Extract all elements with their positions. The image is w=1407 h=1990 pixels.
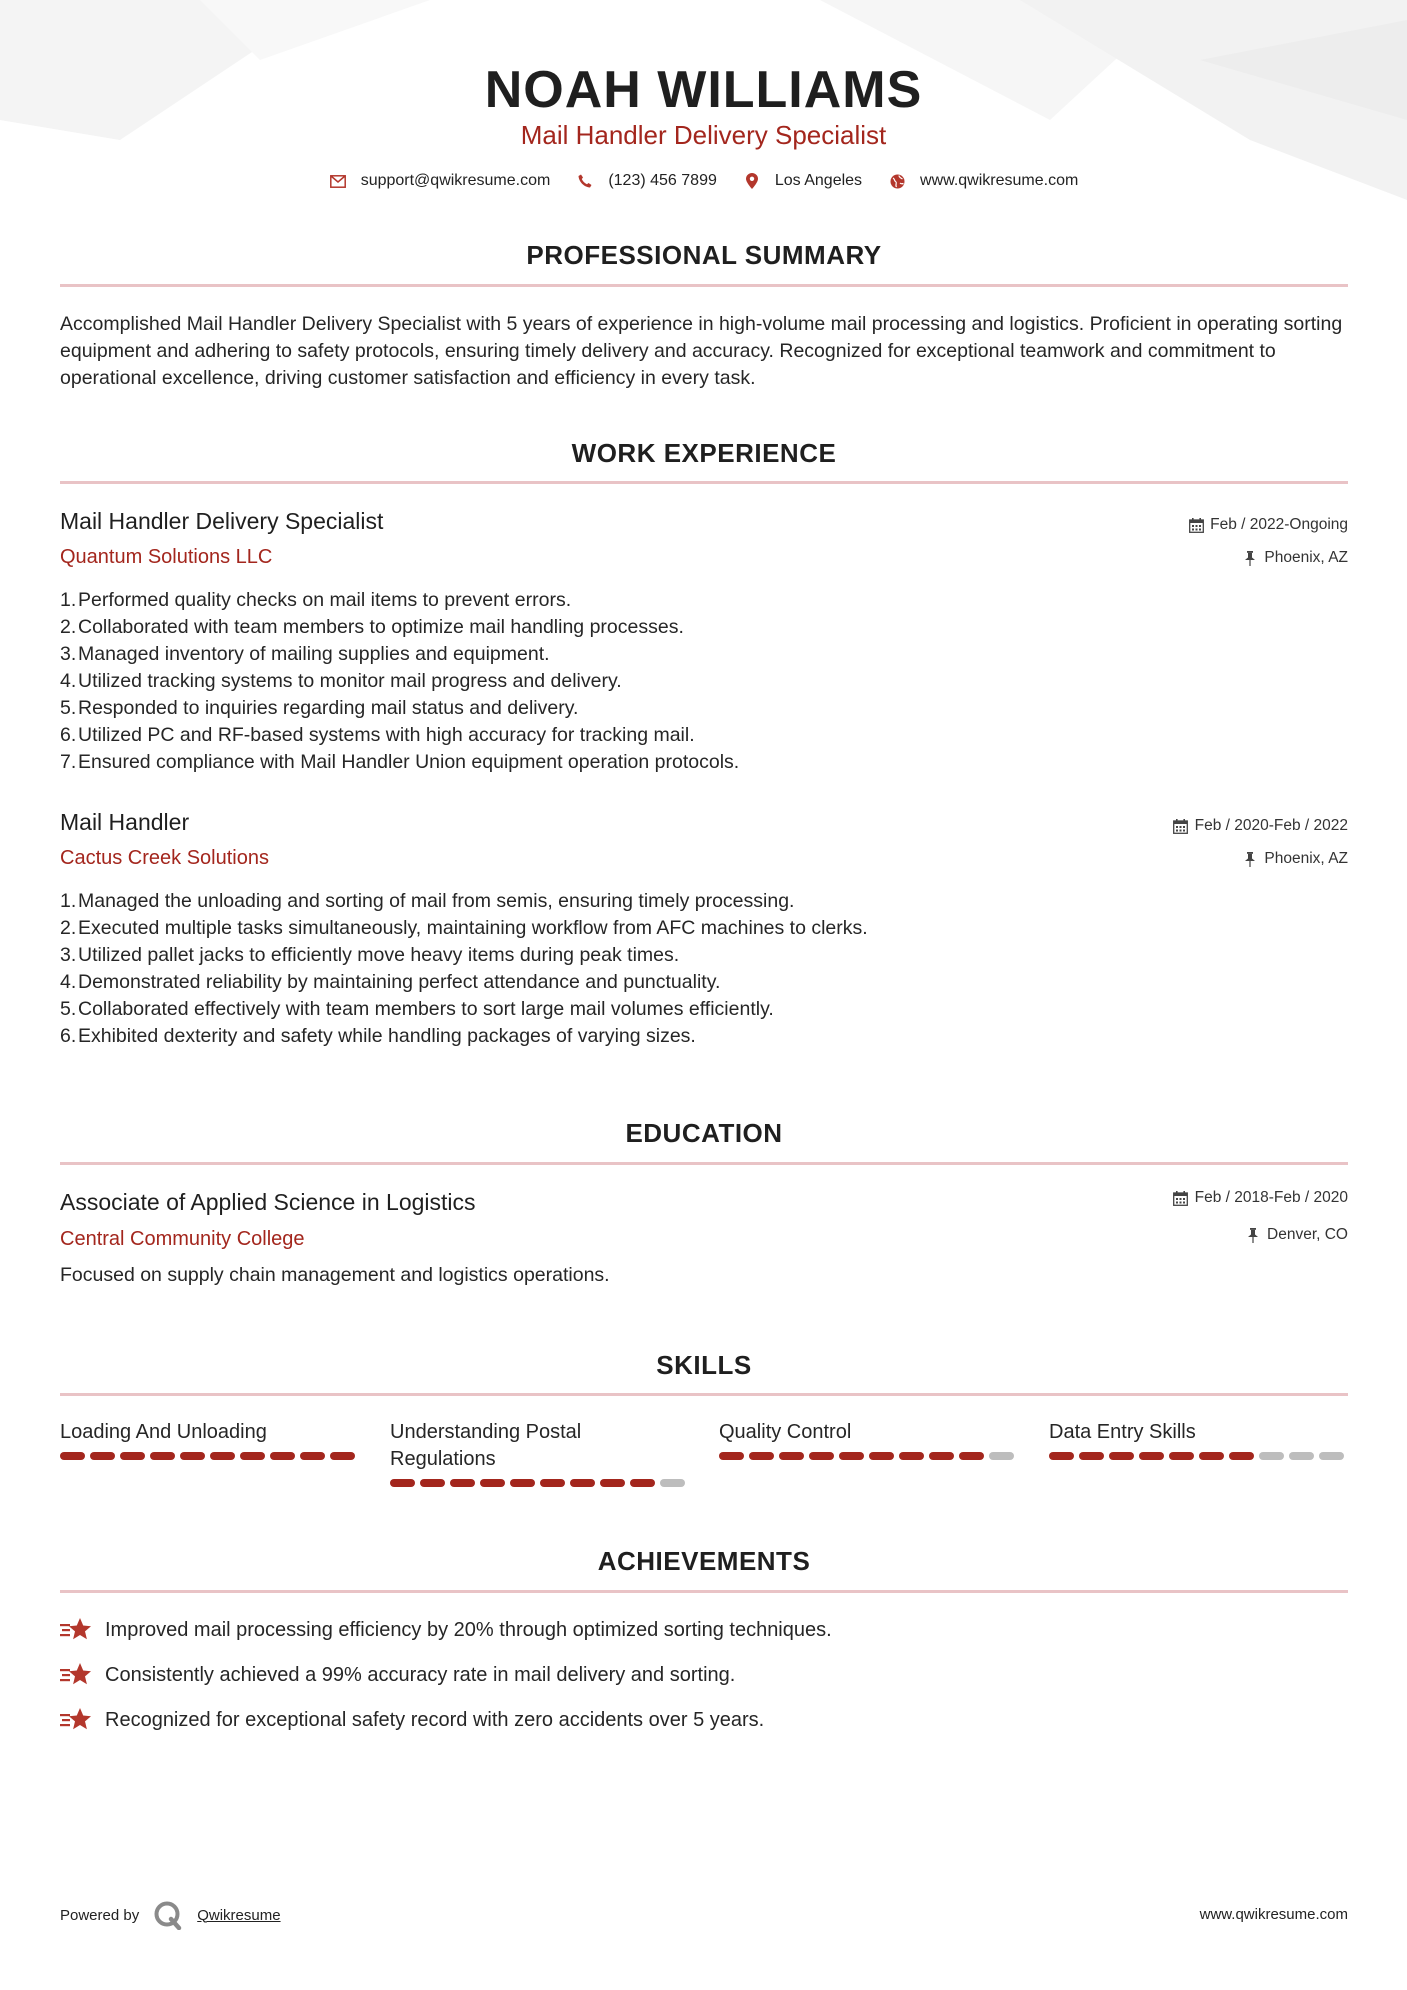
skill-name: Understanding Postal Regulations <box>390 1421 582 1470</box>
list-item: 7.Ensured compliance with Mail Handler Union equipment operation protocols. <box>60 751 740 773</box>
contact-email-text: support@qwikresume.com <box>360 172 551 189</box>
skill-segment-filled <box>869 1452 894 1460</box>
skill-segment-filled <box>180 1452 205 1460</box>
skill-segment-filled <box>300 1452 325 1460</box>
star-icon <box>60 1706 92 1734</box>
education-location-text: Denver, CO <box>1267 1226 1348 1243</box>
skill-segment-filled <box>929 1452 954 1460</box>
summary-heading: PROFESSIONAL SUMMARY <box>526 240 882 270</box>
job-dates-text: Feb / 2020-Feb / 2022 <box>1194 817 1348 834</box>
contact-phone[interactable] <box>576 172 717 190</box>
skill-name: Data Entry Skills <box>1049 1421 1196 1443</box>
contact-location-text: Los Angeles <box>774 172 863 189</box>
education-school: Central Community College <box>60 1228 305 1250</box>
skill-name: Loading And Unloading <box>60 1421 267 1443</box>
pushpin-icon <box>1242 851 1258 867</box>
list-item: 6.Utilized PC and RF-based systems with high accuracy for tracking mail. <box>60 724 695 746</box>
experience-heading: WORK EXPERIENCE <box>571 438 837 468</box>
skill-segment-filled <box>390 1479 415 1487</box>
skill-segment-filled <box>1109 1452 1134 1460</box>
achievements-heading: ACHIEVEMENTS <box>597 1546 811 1576</box>
skill-level-bar <box>60 1452 360 1460</box>
job-location-text: Phoenix, AZ <box>1264 850 1348 867</box>
achievement-text: Consistently achieved a 99% accuracy rate in mail delivery and sorting. <box>105 1663 736 1686</box>
skill-segment-empty <box>660 1479 685 1487</box>
list-item: 3.Managed inventory of mailing supplies and equipment. <box>60 643 550 665</box>
calendar-icon <box>1173 1190 1189 1206</box>
list-item: 4.Utilized tracking systems to monitor mail progress and delivery. <box>60 670 622 692</box>
achievement-text: Recognized for exceptional safety record with zero accidents over 5 years. <box>105 1708 765 1731</box>
candidate-title: Mail Handler Delivery Specialist <box>520 120 887 150</box>
calendar-icon <box>1173 818 1189 834</box>
job-dates-text: Feb / 2022-Ongoing <box>1210 516 1348 533</box>
job-dates <box>1188 516 1348 534</box>
list-item: 1.Performed quality checks on mail items to prevent errors. <box>60 589 572 611</box>
skill-segment-filled <box>510 1479 535 1487</box>
candidate-name: NOAH WILLIAMS <box>484 61 923 119</box>
globe-icon <box>888 172 906 190</box>
skill-segment-filled <box>540 1479 565 1487</box>
achievement-item <box>60 1661 735 1689</box>
skill-segment-filled <box>600 1479 625 1487</box>
skill-item <box>390 1419 690 1487</box>
skill-segment-filled <box>240 1452 265 1460</box>
contact-location <box>743 172 862 190</box>
education-divider <box>60 1162 1348 1165</box>
job-bullets <box>60 587 739 776</box>
contact-bar <box>0 172 1407 190</box>
skill-segment-filled <box>1169 1452 1194 1460</box>
education-dates-text: Feb / 2018-Feb / 2020 <box>1194 1189 1348 1206</box>
contact-phone-text: (123) 456 7899 <box>608 172 717 189</box>
skill-segment-filled <box>150 1452 175 1460</box>
job-location <box>1242 549 1348 567</box>
skill-segment-filled <box>570 1479 595 1487</box>
pushpin-icon <box>1245 1227 1261 1243</box>
education-degree: Associate of Applied Science in Logistics <box>60 1189 476 1215</box>
skill-segment-filled <box>420 1479 445 1487</box>
skill-segment-filled <box>90 1452 115 1460</box>
skill-segment-filled <box>1079 1452 1104 1460</box>
education-dates <box>1173 1189 1348 1207</box>
skill-item <box>1049 1419 1349 1460</box>
education-heading: EDUCATION <box>625 1118 783 1148</box>
list-item: 1.Managed the unloading and sorting of mail from semis, ensuring timely processing. <box>60 890 795 912</box>
skill-segment-filled <box>330 1452 355 1460</box>
achievement-item <box>60 1616 832 1644</box>
skill-segment-empty <box>1319 1452 1344 1460</box>
skills-heading: SKILLS <box>656 1350 752 1380</box>
envelope-icon <box>329 172 347 190</box>
skill-segment-empty <box>989 1452 1014 1460</box>
list-item: 3.Utilized pallet jacks to efficiently move heavy items during peak times. <box>60 944 680 966</box>
skill-segment-filled <box>899 1452 924 1460</box>
skill-segment-filled <box>839 1452 864 1460</box>
skill-level-bar <box>1049 1452 1349 1460</box>
skill-segment-filled <box>210 1452 235 1460</box>
skill-level-bar <box>390 1479 690 1487</box>
job-title: Mail Handler Delivery Specialist <box>60 508 384 534</box>
powered-by-label: Powered by <box>60 1906 140 1924</box>
skill-segment-filled <box>450 1479 475 1487</box>
skill-segment-empty <box>1259 1452 1284 1460</box>
job-location-text: Phoenix, AZ <box>1264 549 1348 566</box>
list-item: 4.Demonstrated reliability by maintaining perfect attendance and punctuality. <box>60 971 721 993</box>
map-marker-icon <box>743 172 761 190</box>
qwikresume-logo <box>153 1900 183 1930</box>
list-item: 2.Executed multiple tasks simultaneously, maintaining workflow from AFC machines to clerks. <box>60 917 868 939</box>
achievements-divider <box>60 1590 1348 1593</box>
skill-segment-filled <box>1139 1452 1164 1460</box>
summary-divider <box>60 284 1348 287</box>
skill-segment-filled <box>120 1452 145 1460</box>
pushpin-icon <box>1242 550 1258 566</box>
job-company: Cactus Creek Solutions <box>60 847 269 869</box>
skill-segment-filled <box>480 1479 505 1487</box>
job-company: Quantum Solutions LLC <box>60 546 273 568</box>
contact-website[interactable] <box>888 172 1078 190</box>
education-location <box>1245 1226 1348 1244</box>
star-icon <box>60 1616 92 1644</box>
experience-divider <box>60 481 1348 484</box>
footer-brand-link[interactable]: Qwikresume <box>197 1906 281 1924</box>
job-bullets <box>60 888 868 1050</box>
skill-segment-filled <box>749 1452 774 1460</box>
skills-divider <box>60 1393 1348 1396</box>
skill-segment-filled <box>630 1479 655 1487</box>
skill-level-bar <box>719 1452 1019 1460</box>
phone-icon <box>576 172 594 190</box>
skill-segment-filled <box>1049 1452 1074 1460</box>
job-title: Mail Handler <box>60 809 190 835</box>
calendar-icon <box>1188 517 1204 533</box>
skill-segment-filled <box>959 1452 984 1460</box>
summary-text: Accomplished Mail Handler Delivery Specialist with 5 years of experience in high-volume mail processing and logistics. Proficient in operating sorting equipment and adhering to safety protocols, ensuring timely delivery and accuracy. Recognized for exceptional teamwork and commitment to operational excellence, driving customer satisfaction and efficiency in every task. <box>60 313 1343 389</box>
skill-item <box>719 1419 1019 1460</box>
achievement-item <box>60 1706 764 1734</box>
skill-segment-filled <box>270 1452 295 1460</box>
achievement-text: Improved mail processing efficiency by 20% through optimized sorting techniques. <box>105 1618 832 1641</box>
footer-powered-by <box>60 1900 281 1930</box>
skill-segment-filled <box>779 1452 804 1460</box>
contact-email[interactable] <box>329 172 551 190</box>
skill-segment-filled <box>60 1452 85 1460</box>
skill-segment-filled <box>809 1452 834 1460</box>
skill-segment-filled <box>1229 1452 1254 1460</box>
footer-website-link[interactable]: www.qwikresume.com <box>1199 1906 1348 1923</box>
job-dates <box>1173 817 1348 835</box>
contact-website-text: www.qwikresume.com <box>920 172 1079 189</box>
skill-segment-filled <box>719 1452 744 1460</box>
skill-segment-empty <box>1289 1452 1314 1460</box>
list-item: 6.Exhibited dexterity and safety while handling packages of varying sizes. <box>60 1025 696 1047</box>
skill-segment-filled <box>1199 1452 1224 1460</box>
list-item: 2.Collaborated with team members to optimize mail handling processes. <box>60 616 684 638</box>
education-description: Focused on supply chain management and logistics operations. <box>60 1264 610 1286</box>
skill-item <box>60 1419 360 1460</box>
list-item: 5.Responded to inquiries regarding mail status and delivery. <box>60 697 579 719</box>
star-icon <box>60 1661 92 1689</box>
job-location <box>1242 850 1348 868</box>
skill-name: Quality Control <box>719 1421 852 1443</box>
list-item: 5.Collaborated effectively with team members to sort large mail volumes efficiently. <box>60 998 774 1020</box>
